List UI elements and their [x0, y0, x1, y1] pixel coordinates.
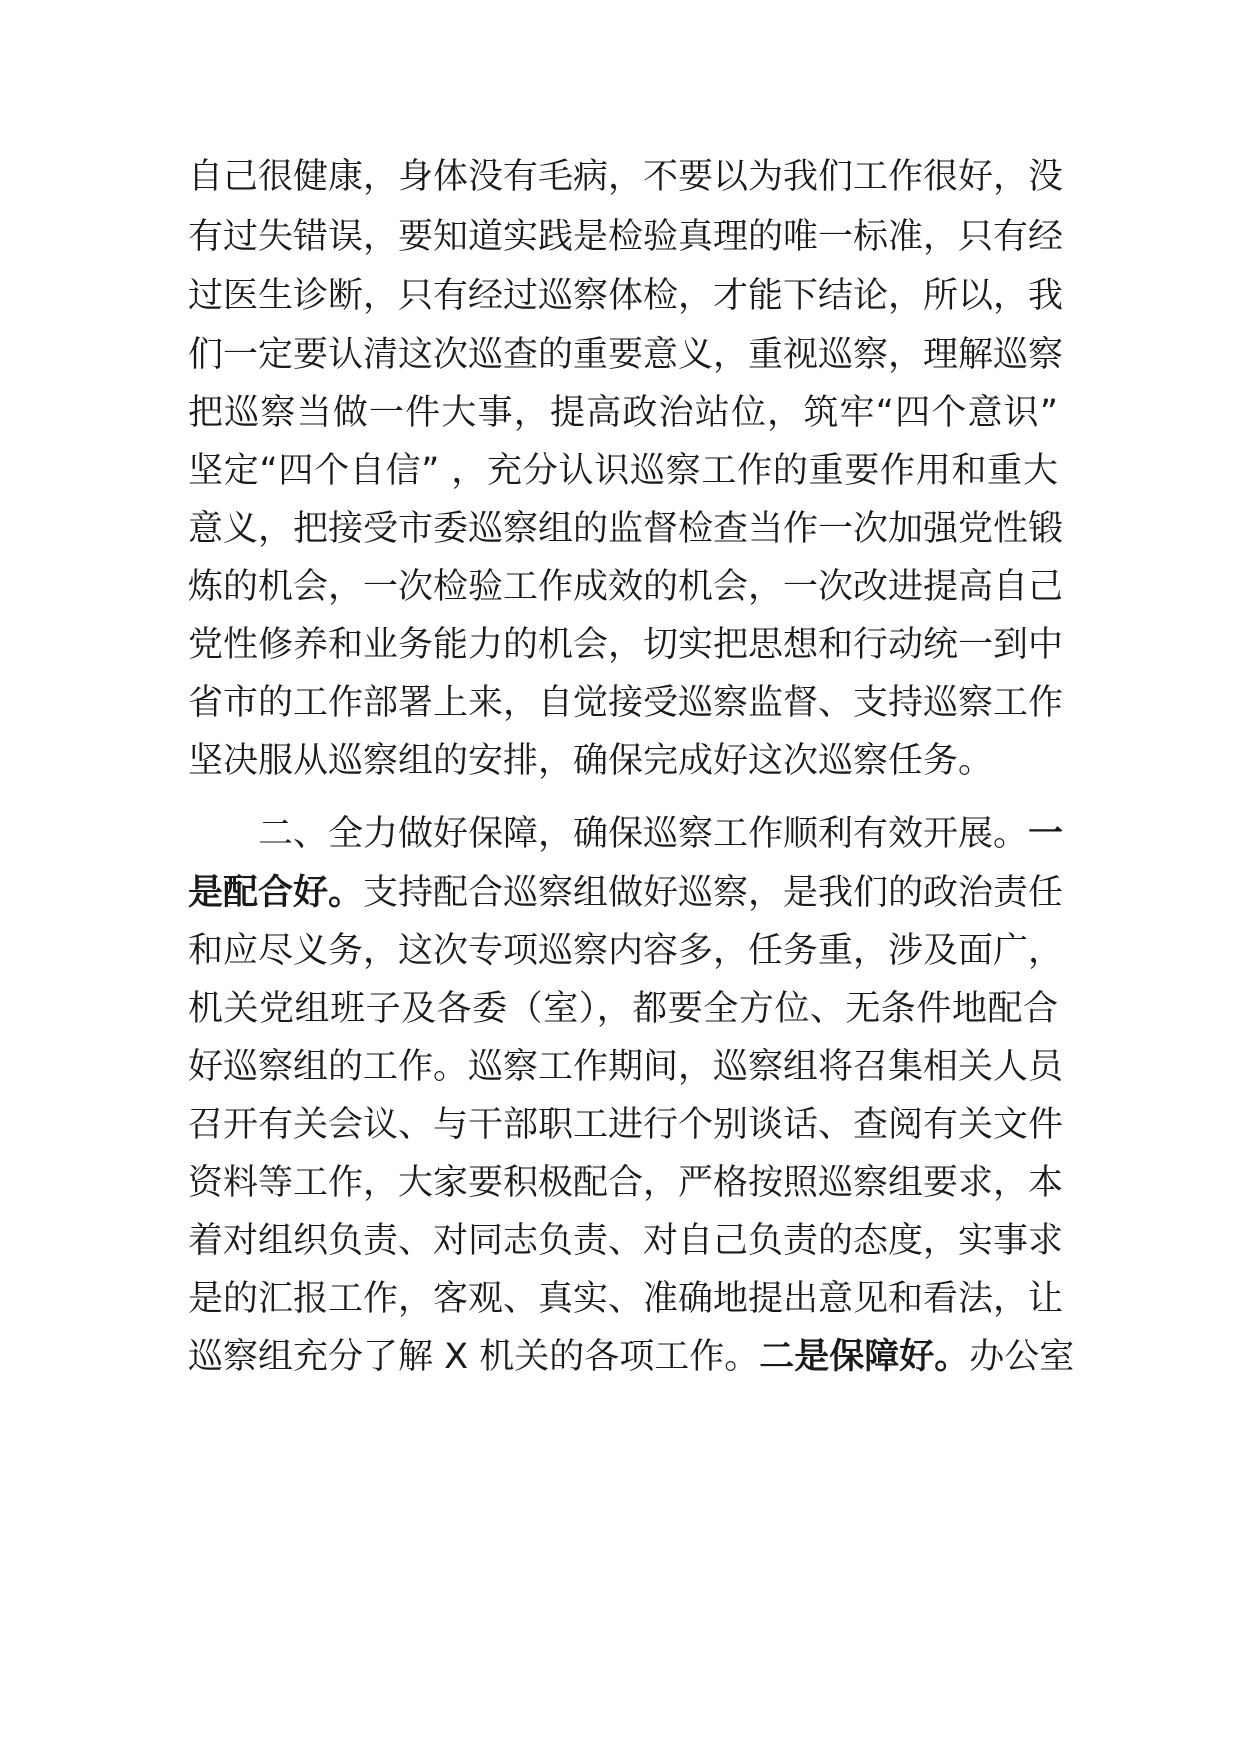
- paragraph-line: 资料等工作，大家要积极配合，严格按照巡察组要求，本: [188, 1163, 1064, 1203]
- paragraph-line: 省市的工作部署上来，自觉接受巡察监督、支持巡察工作: [188, 683, 1064, 723]
- point-label: 一: [1028, 814, 1064, 854]
- paragraph-line: 坚定“四个自信” ，充分认识巡察工作的重要作用和重大: [188, 451, 1058, 491]
- paragraph-line: 们一定要认清这次巡查的重要意义，重视巡察，理解巡察: [188, 335, 1064, 375]
- paragraph-line: 党性修养和业务能力的机会，切实把思想和行动统一到中: [188, 625, 1064, 665]
- paragraph-line: 机关党组班子及各委（室），都要全方位、无条件地配合: [188, 989, 1058, 1029]
- paragraph-line: 坚决服从巡察组的安排，确保完成好这次巡察任务。: [188, 741, 994, 781]
- paragraph-line: 把巡察当做一件大事，提高政治站位，筑牢“四个意识”: [188, 393, 1058, 433]
- paragraph-line: 和应尽义务，这次专项巡察内容多，任务重，涉及面广，: [188, 931, 1064, 971]
- paragraph-line: 炼的机会，一次检验工作成效的机会，一次改进提高自己: [188, 567, 1064, 607]
- paragraph-text: 支持配合巡察组做好巡察，是我们的政治责任: [363, 873, 1064, 913]
- point-label: 是配合好。: [188, 873, 364, 913]
- point-label: 二是保障好。: [759, 1337, 970, 1377]
- paragraph-text: 巡察组充分了解 X 机关的各项工作。: [188, 1337, 760, 1377]
- paragraph-text: 办公室: [969, 1337, 1075, 1377]
- paragraph-line: 有过失错误，要知道实践是检验真理的唯一标准，只有经: [188, 217, 1064, 257]
- paragraph-line: [188, 1324, 1075, 1390]
- paragraph-line: 自己很健康，身体没有毛病，不要以为我们工作很好，没: [188, 157, 1064, 197]
- paragraph-line: 召开有关会议、与干部职工进行个别谈话、查阅有关文件: [188, 1105, 1064, 1145]
- paragraph-line: 着对组织负责、对同志负责、对自己负责的态度，实事求: [188, 1221, 1064, 1261]
- section-heading: 二、全力做好保障，确保巡察工作顺利有效开展。: [258, 814, 1029, 854]
- paragraph-line: [188, 860, 1064, 926]
- paragraph-line: 意义，把接受市委巡察组的监督检查当作一次加强党性锻: [188, 509, 1064, 549]
- paragraph-line: 过医生诊断，只有经过巡察体检，才能下结论，所以，我: [188, 276, 1064, 316]
- section-heading-line: [258, 801, 1064, 867]
- paragraph-line: 是的汇报工作，客观、真实、准确地提出意见和看法，让: [188, 1279, 1064, 1319]
- paragraph-line: 好巡察组的工作。巡察工作期间，巡察组将召集相关人员: [188, 1047, 1064, 1087]
